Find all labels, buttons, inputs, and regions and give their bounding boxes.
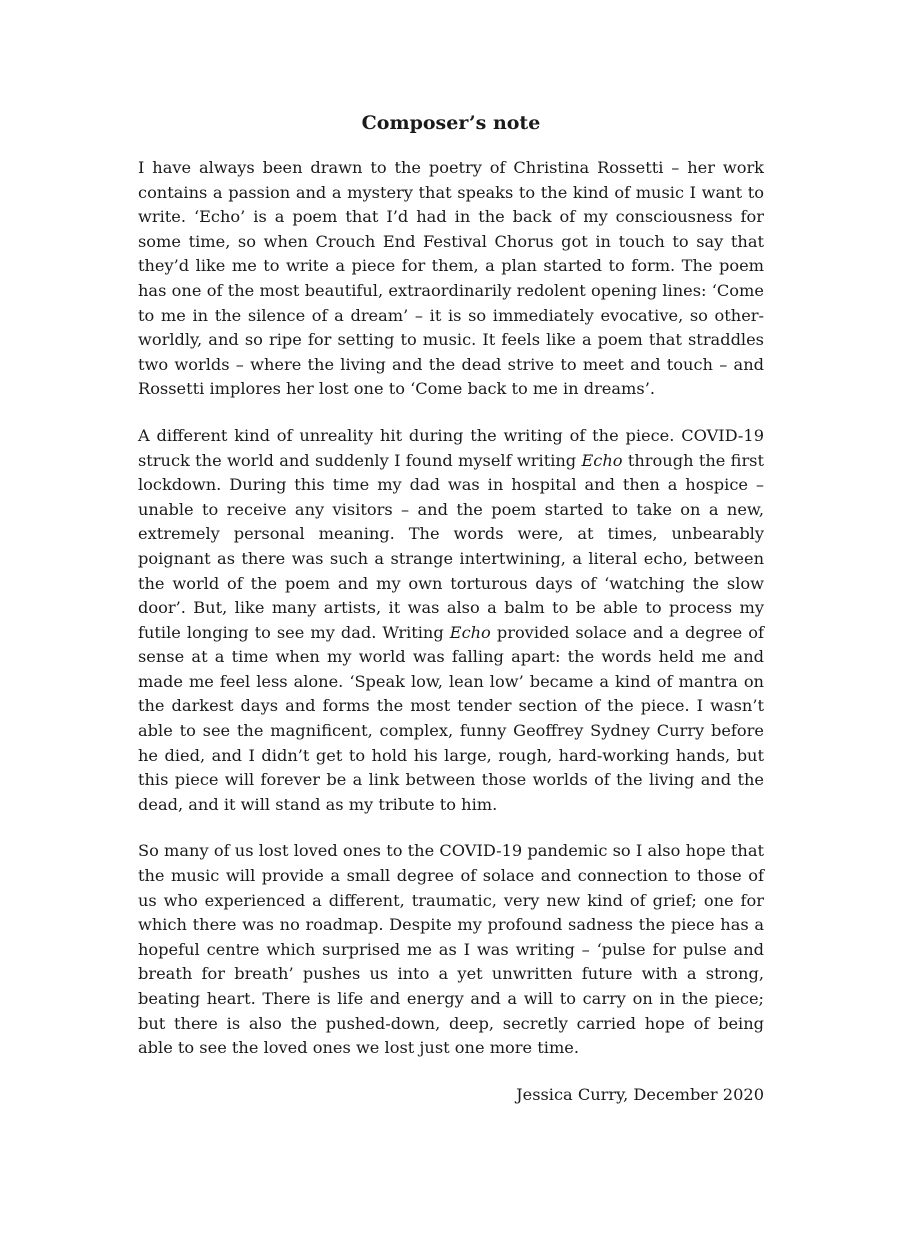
paragraph-2-italic-b: Echo: [449, 622, 491, 642]
page-title: Composer’s note: [361, 112, 541, 134]
paragraph-2-text-c: provided solace and a degree of sense at a time when my world was falling apart: the words held me and made me feel less alone. ‘Speak low, lean low’ became a kind of mantra on the darkest days and forms the most tender section of the piece. I wasn’t able to see the magnificent, complex, funny Geoffrey Sydney Curry before he died, and I didn’t get to hold his large, rough, hard-working hands, but this piece will forever be a link between those worlds of the living and the dead, and it will stand as my tribute to him.: [138, 622, 764, 814]
paragraph-2: [138, 424, 764, 818]
paragraph-3: [138, 839, 764, 1060]
signature: Jessica Curry, December 2020: [516, 1084, 764, 1104]
paragraph-2-text-b: through the first lockdown. During this time my dad was in hospital and then a hospice – unable to receive any visitors – and the poem started to take on a new, extremely personal meaning. The words were, at times, unbearably poignant as there was such a strange intertwining, a literal echo, between the world of the poem and my own torturous days of ‘watching the slow door’. But, like many artists, it was also a balm to be able to process my futile longing to see my dad. Writing: [138, 450, 764, 642]
paragraph-1: [138, 156, 764, 402]
document-page: [138, 110, 764, 1107]
paragraph-1-text: I have always been drawn to the poetry of Christina Rossetti – her work contains a passion and a mystery that speaks to the kind of music I want to write. ‘Echo’ is a poem that I’d had in the back of my consciousness for some time, so when Crouch End Festival Chorus got in touch to say that they’d like me to write a piece for them, a plan started to form. The poem has one of the most beautiful, extraordinarily redolent opening lines: ‘Come to me in the silence of a dream’ – it is so immediately evocative, so other-worldly, and so ripe for setting to music. It feels like a poem that straddles two worlds – where the living and the dead strive to meet and touch – and Rossetti implores her lost one to ‘Come back to me in dreams’.: [138, 158, 764, 399]
paragraph-2-text-a: A different kind of unreality hit during the writing of the piece. COVID-19 struck the world and suddenly I found myself writing: [138, 425, 764, 470]
paragraph-2-italic-a: Echo: [581, 450, 623, 470]
paragraph-3-text: So many of us lost loved ones to the COVID-19 pandemic so I also hope that the music will provide a small degree of solace and connection to those of us who experienced a different, traumatic, very new kind of grief; one for which there was no roadmap. Despite my profound sadness the piece has a hopeful centre which surprised me as I was writing – ‘pulse for pulse and breath for breath’ pushes us into a yet unwritten future with a strong, beating heart. There is life and energy and a will to carry on in the piece; but there is also the pushed-down, deep, secretly carried hope of being able to see the loved ones we lost just one more time.: [138, 841, 764, 1058]
